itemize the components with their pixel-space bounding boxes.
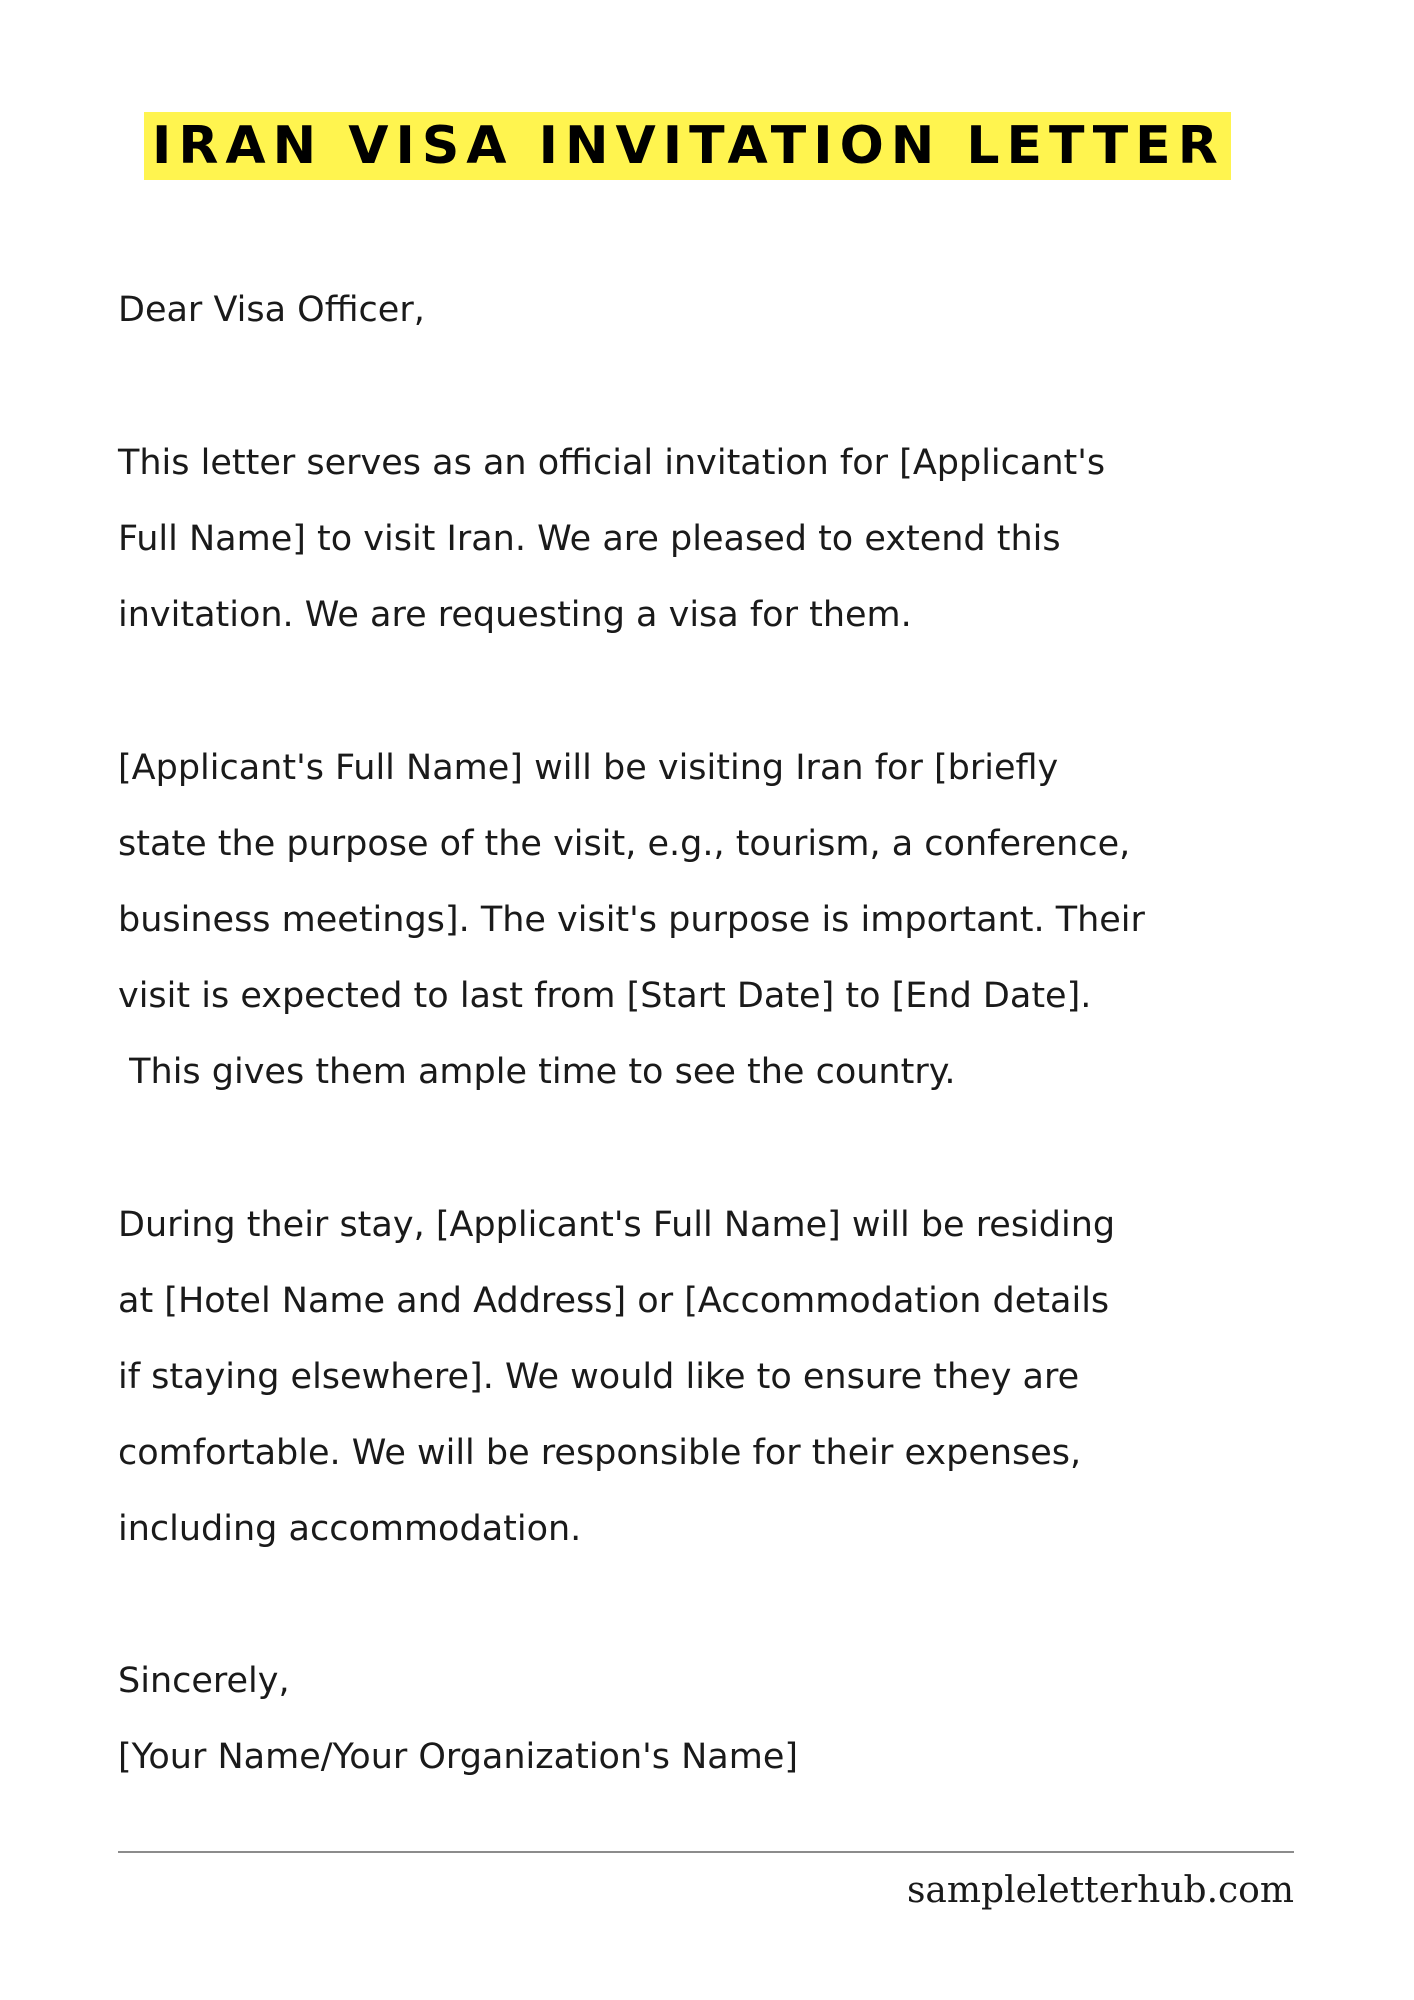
signoff: Sincerely,: [118, 1661, 290, 1701]
paragraph-line: at [Hotel Name and Address] or [Accommodation details: [118, 1281, 1110, 1321]
paragraph-line: invitation. We are requesting a visa for them.: [118, 595, 912, 635]
paragraph-line: comfortable. We will be responsible for their expenses,: [118, 1433, 1082, 1473]
paragraph-line: [Applicant's Full Name] will be visiting Iran for [briefly: [118, 748, 1059, 788]
paragraph-line: if staying elsewhere]. We would like to ensure they are: [118, 1357, 1080, 1397]
paragraph-line: Full Name] to visit Iran. We are pleased to extend this: [118, 519, 1061, 559]
paragraph-purpose: [118, 730, 1358, 1110]
footer-divider: [118, 1851, 1294, 1853]
paragraph-line: This letter serves as an official invitation for [Applicant's: [118, 443, 1106, 483]
footer-website: sampleletterhub.com: [906, 1870, 1294, 1911]
paragraph-line: This gives them ample time to see the country.: [118, 1052, 956, 1092]
paragraph-line: including accommodation.: [118, 1509, 582, 1549]
paragraph-line: During their stay, [Applicant's Full Name] will be residing: [118, 1205, 1116, 1245]
paragraph-line: state the purpose of the visit, e.g., tourism, a conference,: [118, 824, 1131, 864]
paragraph-accommodation: [118, 1187, 1358, 1567]
paragraph-line: business meetings]. The visit's purpose is important. Their: [118, 900, 1145, 940]
paragraph-line: visit is expected to last from [Start Date] to [End Date].: [118, 976, 1092, 1016]
title-highlight: [144, 112, 1231, 180]
paragraph-invitation: [118, 425, 1358, 653]
salutation: Dear Visa Officer,: [118, 290, 425, 330]
signature-placeholder: [Your Name/Your Organization's Name]: [118, 1737, 799, 1777]
letter-title: IRAN VISA INVITATION LETTER: [152, 116, 1225, 176]
closing-block: [118, 1643, 1358, 1795]
